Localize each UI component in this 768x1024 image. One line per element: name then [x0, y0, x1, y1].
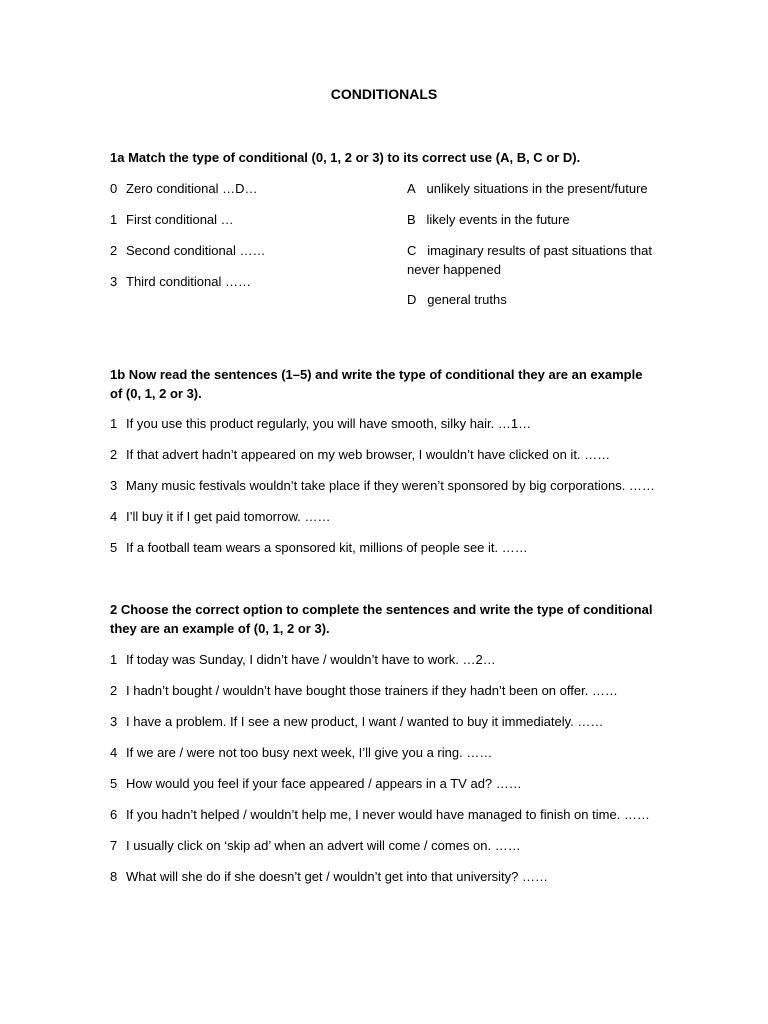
item-text: I’ll buy it if I get paid tomorrow. ……: [126, 509, 331, 524]
option-text: likely events in the future: [426, 212, 570, 227]
item-number: 4: [110, 745, 118, 760]
use-option-b: [407, 210, 570, 229]
conditional-type-3: [110, 272, 251, 291]
item-number: 8: [110, 869, 118, 884]
sentence-item: [110, 743, 492, 762]
item-text: If a football team wears a sponsored kit, millions of people see it. ……: [126, 540, 528, 555]
item-number: 0: [110, 181, 118, 196]
item-number: 1: [110, 416, 118, 431]
sentence-item: [110, 774, 522, 793]
sentence-item: [110, 414, 531, 433]
sentence-item: [110, 681, 618, 700]
option-letter: C: [407, 243, 417, 258]
option-letter: B: [407, 212, 416, 227]
sentence-item: [110, 805, 650, 824]
sentence-item: [110, 445, 610, 464]
item-text: Zero conditional …D…: [126, 181, 258, 196]
item-number: 6: [110, 807, 118, 822]
item-number: 5: [110, 776, 118, 791]
item-text: I usually click on ‘skip ad’ when an advert will come / comes on. ……: [126, 838, 521, 853]
item-number: 4: [110, 509, 118, 524]
sentence-item: [110, 507, 330, 526]
sentence-item: [110, 476, 655, 495]
sentence-item: [110, 836, 521, 855]
item-number: 1: [110, 652, 118, 667]
exercise-1a-instruction: 1a Match the type of conditional (0, 1, 2 or 3) to its correct use (A, B, C or D).: [110, 150, 581, 165]
item-text: I have a problem. If I see a new product, I want / wanted to buy it immediately. ……: [126, 714, 604, 729]
item-text: How would you feel if your face appeared / appears in a TV ad? ……: [126, 776, 522, 791]
item-number: 7: [110, 838, 118, 853]
sentence-item: [110, 712, 603, 731]
item-text: Third conditional ……: [126, 274, 251, 289]
sentence-item: [110, 867, 548, 886]
item-text: If you hadn’t helped / wouldn’t help me, I never would have managed to finish on time. ……: [126, 807, 650, 822]
use-option-a: [407, 179, 648, 198]
item-number: 3: [110, 478, 118, 493]
item-text: What will she do if she doesn’t get / wouldn’t get into that university? ……: [126, 869, 548, 884]
item-text: If we are / were not too busy next week, I’ll give you a ring. ……: [126, 745, 493, 760]
item-text: Second conditional ……: [126, 243, 266, 258]
item-number: 1: [110, 212, 118, 227]
exercise-2-instruction: 2 Choose the correct option to complete the sentences and write the type of conditional they are an example of (0, 1, 2 or 3).: [110, 602, 653, 636]
item-text: If today was Sunday, I didn’t have / wouldn’t have to work. …2…: [126, 652, 496, 667]
item-text: First conditional …: [126, 212, 234, 227]
option-text: imaginary results of past situations that never happened: [407, 243, 652, 277]
option-text: unlikely situations in the present/future: [426, 181, 648, 196]
item-number: 2: [110, 243, 118, 258]
page-title: CONDITIONALS: [330, 86, 438, 102]
item-text: If you use this product regularly, you will have smooth, silky hair. …1…: [126, 416, 532, 431]
item-number: 5: [110, 540, 118, 555]
sentence-item: [110, 650, 496, 669]
item-number: 2: [110, 683, 118, 698]
conditional-type-2: [110, 241, 265, 260]
item-number: 2: [110, 447, 118, 462]
exercise-1b-instruction: 1b Now read the sentences (1–5) and write the type of conditional they are an example of (0, 1, 2 or 3).: [110, 367, 643, 401]
item-text: I hadn’t bought / wouldn’t have bought those trainers if they hadn’t been on offer. ……: [126, 683, 618, 698]
item-text: If that advert hadn’t appeared on my web browser, I wouldn’t have clicked on it. ……: [126, 447, 611, 462]
item-number: 3: [110, 274, 118, 289]
use-option-c: [407, 241, 657, 279]
option-letter: D: [407, 292, 417, 307]
option-letter: A: [407, 181, 416, 196]
conditional-type-1: [110, 210, 234, 229]
item-number: 3: [110, 714, 118, 729]
sentence-item: [110, 538, 528, 557]
option-text: general truths: [427, 292, 507, 307]
item-text: Many music festivals wouldn’t take place if they weren’t sponsored by big corporations. ……: [126, 478, 655, 493]
conditional-type-0: [110, 179, 258, 198]
use-option-d: [407, 290, 507, 309]
